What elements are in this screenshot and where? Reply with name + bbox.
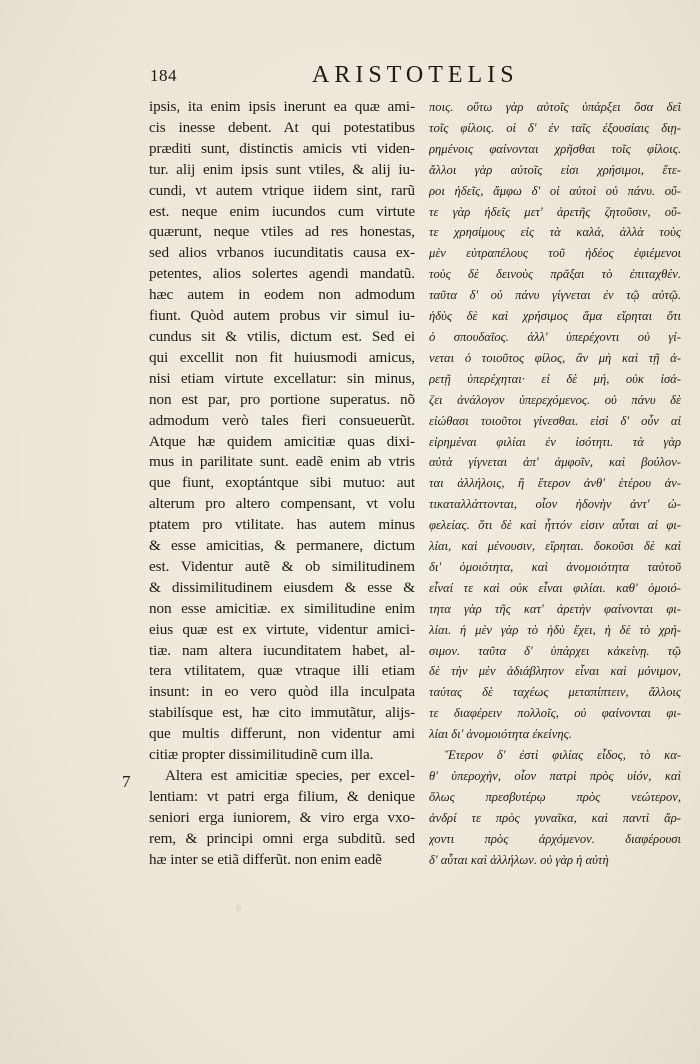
latin-text-line: insunt: in eo vero quòd illa inculpata [149,683,415,701]
latin-text-line: est. Videntur autẽ & ob similitudinem [149,557,415,575]
greek-text-line: νεται ὁ τοιοῦτος φίλος, ἂν μὴ καὶ τῇ ἀ- [429,350,681,365]
greek-text-line: τικαταλλάττονται, οἷον ἡδονὴν ἀντ' ὠ- [429,497,681,512]
latin-text-line: seniori erga iuniorem, & viro erga vxo- [149,808,415,826]
latin-text-line: hæc autem in eodem non admodum [149,286,415,304]
latin-text-line: alterum pro altero compensant, vt volu [149,495,415,513]
greek-text-line: σιμον. ταῦτα δ' ὑπάρχει κἀκείνῃ. τῷ [429,643,681,658]
greek-text-line: φελείας. ὅτι δὲ καὶ ἧττόν εἰσιν αὗται αἱ φι- [429,518,681,533]
latin-text-line: mus in parilitate sunt. eadẽ enim ab vtris [149,453,415,471]
latin-text-line: tur. alij enim ipsis sunt vtiles, & alij iu- [149,160,415,178]
greek-text-line: ροι ἡδεῖς, ἄμφω δ' οἱ αὐτοὶ οὐ πάνυ. οὔ- [429,183,681,198]
latin-text-line: qui excellit non fit huiusmodi amicus, [149,348,415,366]
latin-text-line: Atque hæ quidem amicitiæ quas dixi- [149,432,415,450]
greek-text-line: Ἕτερον δ' ἐστὶ φιλίας εἶδος, τὸ κα- [445,748,681,763]
latin-text-line: ptatem pro vtilitate. has autem minus [149,516,415,534]
greek-text-line: θ' ὑπεροχὴν, οἷον πατρὶ πρὸς υἱόν, καὶ [429,769,681,783]
latin-translation-column [149,97,415,871]
section-number-marginal: 7 [122,772,131,791]
latin-text-line: fiunt. Quòd autem probus vir simul iu- [149,307,415,325]
greek-text-line: ταῦτα δ' οὐ πάνυ γίγνεται ἐν τῷ αὐτῷ. [429,288,681,303]
greek-text-line: τε χρησίμους εἰς τὰ καλά, ἀλλὰ τοὺς [429,225,681,240]
greek-text-line: τοὺς δὲ δεινοὺς πρᾶξαι τὸ ἐπιταχθέν. [429,267,681,282]
latin-text-line: cis inesse debent. At qui potestatibus [149,118,415,136]
greek-text-line: ρετῇ ὑπερέχηται· εἰ δὲ μή, οὐκ ἰσά- [429,371,681,386]
latin-text-line: & dissimilitudinem eiusdem & esse & [149,578,415,596]
greek-text-line: λίαι, καὶ μένουσιν, εἴρηται. δοκοῦσι δὲ καὶ [429,539,681,554]
latin-text-line: sed alios vrbanos iucunditatis causa ex- [149,244,415,262]
faint-marginal-mark: δ [236,902,242,914]
greek-text-line: τητα γὰρ τῆς κατ' ἀρετὴν φαίνονται φι- [429,601,681,616]
greek-text-line: αὐτὰ γίγνεται ἀπ' ἀμφοῖν, καὶ βούλον- [429,455,681,470]
greek-text-line: εἶναί τε καὶ οὐκ εἶναι φιλίαι. καθ' ὁμοιό- [429,580,681,595]
latin-text-line: nisi etiam virtute excellatur: sin minus, [149,369,415,387]
latin-text-line: non est par, pro portione superatus. nõ [149,390,415,408]
latin-text-line: Altera est amicitiæ species, per excel- [165,767,415,784]
greek-text-column [429,97,681,871]
running-head: ARISTOTELIS [312,62,519,88]
greek-text-line: ταύτας δὲ ταχέως μεταπίπτειν, ἄλλοις [429,685,681,700]
latin-text-line: citiæ propter dissimilitudinẽ cum illa. [149,746,374,764]
latin-text-line: est. neque enim iucundos cum virtute [149,202,415,220]
greek-text-line: εἰρημέναι φιλίαι ἐν ἰσότητι. τὰ γὰρ [429,434,681,449]
greek-text-line: εἰώθασι τοιοῦτοι γίνεσθαι. εἰσὶ δ' οὖν αἱ [429,413,681,428]
greek-text-line: ἄλλοι γὰρ αὐτοῖς εἰσι χρήσιμοι, ἕτε- [429,162,681,177]
greek-text-line: χοντι πρὸς ἀρχόμενον. διαφέρουσι [429,831,681,846]
greek-text-line: μὲν εὐτραπέλους τοῦ ἡδέος ἐφιέμενοι [429,246,681,261]
greek-text-line: τε διαφέρειν πολλοῖς, οὐ φαίνονται φι- [429,706,681,721]
latin-text-line: & esse amicitias, & permanere, dictum [149,537,415,555]
greek-text-line: ποις. οὕτω γὰρ αὐτοῖς ὑπάρξει ὅσα δεῖ [429,100,681,114]
greek-text-line: λίαι δι' ἀνομοιότητα ἐκείνης. [429,727,572,742]
greek-text-line: ζει ἀνάλογον ὑπερεχόμενος. οὐ πάνυ δὲ [429,392,681,407]
latin-text-line: lentiam: vt patri erga filium, & denique [149,787,415,805]
latin-text-line: tiæ. nam altera iucunditatem habet, al- [149,641,415,659]
latin-text-line: admodum verò tales fieri consueuerũt. [149,411,415,429]
latin-text-line: hæ inter se etiã differũt. non enim eadẽ [149,850,382,868]
latin-text-line: ipsis, ita enim ipsis inerunt ea quæ ami- [149,98,415,115]
latin-text-line: non esse amicitiæ. ex similitudine enim [149,599,415,617]
greek-text-line: ἀνδρί τε πρὸς γυναῖκα, καὶ παντὶ ἄρ- [429,810,681,825]
latin-text-line: præditi sunt, distinctis amicis vti viden- [149,139,415,157]
latin-text-line: tera vtilitatem, quæ vtraque illi etiam [149,662,415,680]
greek-text-line: δ' αὗται καὶ ἀλλήλων. οὐ γὰρ ἡ αὐτὴ [429,852,609,867]
greek-text-line: τε γὰρ ἡδεῖς μετ' ἀρετῆς ζητοῦσιν, οὔ- [429,204,681,219]
latin-text-line: stabilísque est, hæ cito immutãtur, alijs- [149,704,415,722]
latin-text-line: cundus sit & vtilis, dictum est. Sed ei [149,327,415,345]
greek-text-line: λίαι. ἡ μὲν γὰρ τὸ ἡδὺ ἔχει, ἡ δὲ τὸ χρή- [429,622,681,637]
latin-text-line: rem, & principi omni erga subditũ. sed [149,829,415,847]
greek-text-line: δὲ τὴν μὲν ἀδιάβλητον εἶναι καὶ μόνιμον, [429,664,681,679]
latin-text-line: que multis differunt, non videntur ami [149,725,415,743]
page-number: 184 [150,66,177,85]
greek-text-line: δι' ὁμοιότητα, καὶ ἀνομοιότητα ταὐτοῦ [429,559,681,574]
latin-text-line: cundi, vt autem vtrique iidem sint, rarũ [149,181,415,199]
greek-text-line: ται ἀλλήλοις, ἢ ἕτερον ἀνθ' ἑτέρου ἀν- [429,476,681,491]
greek-text-line: ὁ σπουδαῖος. ἀλλ' ὑπερέχοντι οὐ γί- [429,329,681,344]
latin-text-line: quærunt, neque vtiles ad res honestas, [149,223,415,241]
greek-text-line: ἡδὺς δὲ καὶ χρήσιμος ἅμα εἴρηται ὅτι [429,309,681,324]
greek-text-line: ὅλως πρεσβυτέρῳ πρὸς νεώτερον, [429,789,681,804]
greek-text-line: τοῖς φίλοις. οἱ δ' ἐν ταῖς ἐξουσίαις διῃ- [429,120,681,135]
greek-text-line: ρημένοις φαίνονται χρῆσθαι τοῖς φίλοις. [429,141,681,156]
latin-text-line: que fiunt, exoptántque sibi mutuo: aut [149,474,415,492]
latin-text-line: petentes, alios solertes agendi mandatũ. [149,265,415,283]
latin-text-line: eius quæ est ex virtute, videntur amici- [149,620,415,638]
